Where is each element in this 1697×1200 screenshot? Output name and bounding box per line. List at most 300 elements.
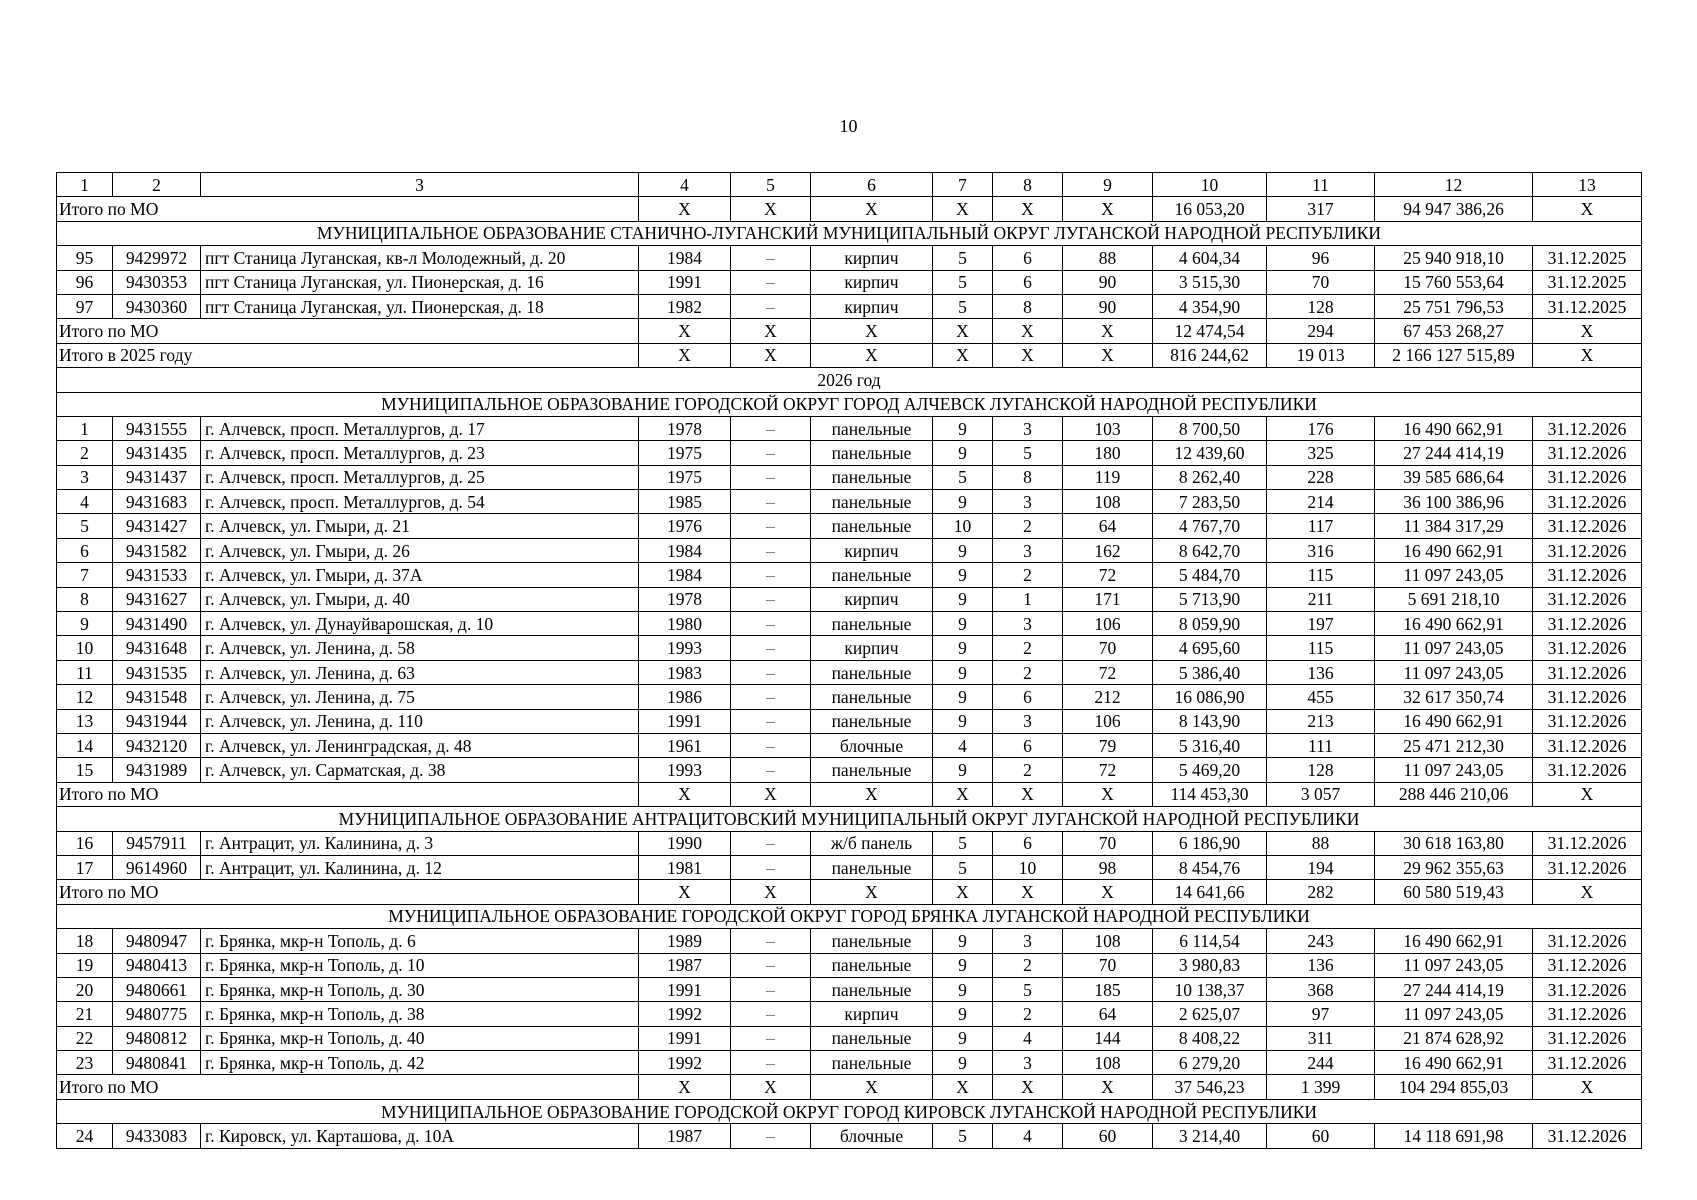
total-cell: X [731,782,811,806]
entrances: 2 [993,563,1063,587]
row-number: 1 [57,416,113,440]
apartments: 70 [1063,636,1153,660]
apartments: 98 [1063,855,1153,879]
wall-material: кирпич [811,270,933,294]
residents: 97 [1267,1002,1375,1026]
total-cell: X [993,782,1063,806]
total-cell: X [933,319,993,343]
area: 5 713,90 [1153,587,1267,611]
dash-cell: – [731,246,811,270]
dash-cell: – [731,977,811,1001]
entrances: 6 [993,831,1063,855]
column-number: 6 [811,173,933,197]
year-built: 1984 [639,538,731,562]
residents: 88 [1267,831,1375,855]
deadline: 31.12.2026 [1533,953,1642,977]
area: 5 484,70 [1153,563,1267,587]
deadline: 31.12.2026 [1533,416,1642,440]
floors: 5 [933,270,993,294]
residents: 136 [1267,660,1375,684]
year-built: 1980 [639,612,731,636]
cost: 36 100 386,96 [1375,490,1533,514]
apartments: 106 [1063,709,1153,733]
row-number: 5 [57,514,113,538]
year-built: 1984 [639,563,731,587]
wall-material: панельные [811,660,933,684]
row-number: 20 [57,977,113,1001]
wall-material: панельные [811,612,933,636]
floors: 9 [933,612,993,636]
row-number: 8 [57,587,113,611]
address: г. Алчевск, ул. Ленинградская, д. 48 [201,733,639,757]
building-id: 9431582 [113,538,201,562]
dash-cell: – [731,514,811,538]
dash-cell: – [731,1026,811,1050]
residents: 194 [1267,855,1375,879]
building-id: 9429972 [113,246,201,270]
total-cell: 37 546,23 [1153,1075,1267,1099]
table-row [57,490,1642,514]
total-cell: X [1533,880,1642,904]
residents: 96 [1267,246,1375,270]
entrances: 2 [993,1002,1063,1026]
entrances: 1 [993,587,1063,611]
building-id: 9431989 [113,758,201,782]
floors: 9 [933,416,993,440]
residents: 316 [1267,538,1375,562]
building-id: 9431548 [113,685,201,709]
entrances: 5 [993,977,1063,1001]
address: г. Алчевск, ул. Ленина, д. 63 [201,660,639,684]
total-cell: X [731,1075,811,1099]
residents: 214 [1267,490,1375,514]
section-heading-row [57,1099,1642,1123]
wall-material: панельные [811,1026,933,1050]
dash-cell: – [731,953,811,977]
building-id: 9614960 [113,855,201,879]
row-number: 4 [57,490,113,514]
area: 3 515,30 [1153,270,1267,294]
address: г. Алчевск, просп. Металлургов, д. 17 [201,416,639,440]
floors: 9 [933,636,993,660]
table-row [57,953,1642,977]
area: 8 642,70 [1153,538,1267,562]
floors: 9 [933,977,993,1001]
apartments: 60 [1063,1124,1153,1148]
apartments: 108 [1063,929,1153,953]
total-row [57,782,1642,806]
residents: 368 [1267,977,1375,1001]
wall-material: панельные [811,709,933,733]
deadline: 31.12.2026 [1533,1002,1642,1026]
year-built: 1991 [639,977,731,1001]
building-id: 9480812 [113,1026,201,1050]
cost: 39 585 686,64 [1375,465,1533,489]
total-cell: X [731,880,811,904]
cost: 30 618 163,80 [1375,831,1533,855]
entrances: 2 [993,636,1063,660]
cost: 11 097 243,05 [1375,636,1533,660]
row-number: 3 [57,465,113,489]
row-number: 6 [57,538,113,562]
entrances: 3 [993,416,1063,440]
total-cell: 114 453,30 [1153,782,1267,806]
cost: 5 691 218,10 [1375,587,1533,611]
address: г. Алчевск, просп. Металлургов, д. 54 [201,490,639,514]
apartments: 90 [1063,294,1153,318]
total-label: Итого по МО [57,782,639,806]
row-number: 13 [57,709,113,733]
dash-cell: – [731,270,811,294]
column-number: 3 [201,173,639,197]
row-number: 21 [57,1002,113,1026]
total-cell: X [639,1075,731,1099]
apartments: 90 [1063,270,1153,294]
entrances: 8 [993,465,1063,489]
residents: 197 [1267,612,1375,636]
entrances: 2 [993,660,1063,684]
apartments: 119 [1063,465,1153,489]
building-id: 9431535 [113,660,201,684]
year-built: 1978 [639,587,731,611]
apartments: 70 [1063,831,1153,855]
table-row [57,465,1642,489]
table-row [57,1002,1642,1026]
section-heading-row [57,392,1642,416]
total-cell: X [639,782,731,806]
row-number: 16 [57,831,113,855]
deadline: 31.12.2026 [1533,490,1642,514]
total-cell: 294 [1267,319,1375,343]
building-id: 9480661 [113,977,201,1001]
total-row [57,880,1642,904]
total-cell: X [993,197,1063,221]
total-row [57,1075,1642,1099]
wall-material: панельные [811,855,933,879]
total-cell: X [993,880,1063,904]
row-number: 14 [57,733,113,757]
floors: 9 [933,758,993,782]
apartments: 185 [1063,977,1153,1001]
table-row [57,538,1642,562]
area: 4 604,34 [1153,246,1267,270]
wall-material: панельные [811,685,933,709]
total-cell: X [811,197,933,221]
total-cell: X [639,880,731,904]
residents: 325 [1267,441,1375,465]
floors: 9 [933,685,993,709]
residents: 176 [1267,416,1375,440]
address: г. Алчевск, просп. Металлургов, д. 25 [201,465,639,489]
column-number: 10 [1153,173,1267,197]
address: г. Алчевск, ул. Гмыри, д. 26 [201,538,639,562]
building-id: 9431627 [113,587,201,611]
section-heading: МУНИЦИПАЛЬНОЕ ОБРАЗОВАНИЕ ГОРОДСКОЙ ОКРУГ ГОРОД БРЯНКА ЛУГАНСКОЙ НАРОДНОЙ РЕСПУБЛИКИ [57,904,1642,928]
address: г. Брянка, мкр-н Тополь, д. 10 [201,953,639,977]
deadline: 31.12.2026 [1533,831,1642,855]
row-number: 11 [57,660,113,684]
total-cell: 104 294 855,03 [1375,1075,1533,1099]
deadline: 31.12.2025 [1533,294,1642,318]
row-number: 19 [57,953,113,977]
table-row [57,416,1642,440]
address: пгт Станица Луганская, ул. Пионерская, д. 18 [201,294,639,318]
table-row [57,758,1642,782]
table-row [57,660,1642,684]
year-built: 1987 [639,953,731,977]
apartments: 108 [1063,490,1153,514]
area: 4 354,90 [1153,294,1267,318]
apartments: 64 [1063,1002,1153,1026]
address: г. Алчевск, просп. Металлургов, д. 23 [201,441,639,465]
total-cell: 12 474,54 [1153,319,1267,343]
floors: 9 [933,1026,993,1050]
table-row [57,441,1642,465]
table-row [57,514,1642,538]
floors: 9 [933,709,993,733]
table-row [57,1026,1642,1050]
wall-material: панельные [811,441,933,465]
table-body [57,173,1642,1149]
year-built: 1992 [639,1002,731,1026]
address: г. Антрацит, ул. Калинина, д. 12 [201,855,639,879]
row-number: 17 [57,855,113,879]
year-built: 1991 [639,709,731,733]
total-cell: X [1063,343,1153,367]
deadline: 31.12.2025 [1533,270,1642,294]
total-cell: X [639,319,731,343]
page-number: 10 [839,116,858,136]
address: г. Брянка, мкр-н Тополь, д. 38 [201,1002,639,1026]
total-cell: 19 013 [1267,343,1375,367]
floors: 5 [933,1124,993,1148]
deadline: 31.12.2025 [1533,246,1642,270]
deadline: 31.12.2026 [1533,929,1642,953]
dash-cell: – [731,1051,811,1075]
apartments: 180 [1063,441,1153,465]
year-built: 1993 [639,636,731,660]
total-cell: 3 057 [1267,782,1375,806]
cost: 15 760 553,64 [1375,270,1533,294]
year-built: 1975 [639,465,731,489]
total-label: Итого по МО [57,880,639,904]
column-number: 8 [993,173,1063,197]
entrances: 10 [993,855,1063,879]
area: 8 059,90 [1153,612,1267,636]
total-cell: 67 453 268,27 [1375,319,1533,343]
address: г. Брянка, мкр-н Тополь, д. 30 [201,977,639,1001]
residents: 243 [1267,929,1375,953]
residents: 228 [1267,465,1375,489]
area: 4 767,70 [1153,514,1267,538]
dash-cell: – [731,733,811,757]
entrances: 6 [993,270,1063,294]
wall-material: блочные [811,733,933,757]
dash-cell: – [731,709,811,733]
total-cell: X [933,1075,993,1099]
entrances: 6 [993,246,1063,270]
cost: 11 097 243,05 [1375,563,1533,587]
dash-cell: – [731,441,811,465]
housing-registry-table [56,172,1642,1149]
apartments: 79 [1063,733,1153,757]
residents: 311 [1267,1026,1375,1050]
apartments: 88 [1063,246,1153,270]
residents: 111 [1267,733,1375,757]
area: 6 186,90 [1153,831,1267,855]
total-cell: X [731,319,811,343]
row-number: 97 [57,294,113,318]
apartments: 108 [1063,1051,1153,1075]
floors: 5 [933,831,993,855]
total-cell: 282 [1267,880,1375,904]
floors: 9 [933,441,993,465]
apartments: 72 [1063,563,1153,587]
total-cell: X [1063,197,1153,221]
total-cell: X [1533,197,1642,221]
building-id: 9431435 [113,441,201,465]
apartments: 64 [1063,514,1153,538]
wall-material: панельные [811,1051,933,1075]
floors: 9 [933,1002,993,1026]
cost: 16 490 662,91 [1375,1051,1533,1075]
apartments: 106 [1063,612,1153,636]
deadline: 31.12.2026 [1533,733,1642,757]
dash-cell: – [731,490,811,514]
residents: 115 [1267,636,1375,660]
area: 8 700,50 [1153,416,1267,440]
building-id: 9431533 [113,563,201,587]
total-cell: X [993,343,1063,367]
residents: 244 [1267,1051,1375,1075]
table-row [57,563,1642,587]
cost: 11 097 243,05 [1375,1002,1533,1026]
deadline: 31.12.2026 [1533,465,1642,489]
cost: 16 490 662,91 [1375,416,1533,440]
year-built: 1978 [639,416,731,440]
residents: 128 [1267,758,1375,782]
section-heading: МУНИЦИПАЛЬНОЕ ОБРАЗОВАНИЕ АНТРАЦИТОВСКИЙ МУНИЦИПАЛЬНЫЙ ОКРУГ ЛУГАНСКОЙ НАРОДНОЙ РЕСПУБЛИКИ [57,807,1642,831]
apartments: 103 [1063,416,1153,440]
wall-material: панельные [811,953,933,977]
dash-cell: – [731,685,811,709]
dash-cell: – [731,660,811,684]
total-cell: X [811,782,933,806]
total-label: Итого по МО [57,197,639,221]
year-built: 1990 [639,831,731,855]
dash-cell: – [731,1124,811,1148]
column-number-row [57,173,1642,197]
dash-cell: – [731,587,811,611]
floors: 5 [933,246,993,270]
cost: 25 751 796,53 [1375,294,1533,318]
building-id: 9432120 [113,733,201,757]
dash-cell: – [731,538,811,562]
building-id: 9431427 [113,514,201,538]
total-cell: X [731,197,811,221]
total-cell: 2 166 127 515,89 [1375,343,1533,367]
year-built: 1982 [639,294,731,318]
total-cell: X [1063,880,1153,904]
total-cell: X [811,1075,933,1099]
table-row [57,612,1642,636]
wall-material: панельные [811,977,933,1001]
area: 7 283,50 [1153,490,1267,514]
cost: 29 962 355,63 [1375,855,1533,879]
section-heading: МУНИЦИПАЛЬНОЕ ОБРАЗОВАНИЕ СТАНИЧНО-ЛУГАНСКИЙ МУНИЦИПАЛЬНЫЙ ОКРУГ ЛУГАНСКОЙ НАРОДНОЙ РЕСПУБЛИКИ [57,221,1642,245]
column-number: 5 [731,173,811,197]
section-heading-row [57,221,1642,245]
address: г. Брянка, мкр-н Тополь, д. 6 [201,929,639,953]
deadline: 31.12.2026 [1533,563,1642,587]
total-cell: X [933,880,993,904]
apartments: 171 [1063,587,1153,611]
area: 5 469,20 [1153,758,1267,782]
entrances: 2 [993,953,1063,977]
dash-cell: – [731,465,811,489]
deadline: 31.12.2026 [1533,977,1642,1001]
wall-material: блочные [811,1124,933,1148]
year-built: 1981 [639,855,731,879]
row-number: 23 [57,1051,113,1075]
deadline: 31.12.2026 [1533,636,1642,660]
residents: 455 [1267,685,1375,709]
area: 6 114,54 [1153,929,1267,953]
area: 8 143,90 [1153,709,1267,733]
column-number: 13 [1533,173,1642,197]
area: 8 262,40 [1153,465,1267,489]
total-cell: 288 446 210,06 [1375,782,1533,806]
total-cell: X [933,782,993,806]
area: 10 138,37 [1153,977,1267,1001]
total-label: Итого по МО [57,1075,639,1099]
floors: 9 [933,538,993,562]
apartments: 162 [1063,538,1153,562]
apartments: 70 [1063,953,1153,977]
building-id: 9480947 [113,929,201,953]
cost: 32 617 350,74 [1375,685,1533,709]
wall-material: кирпич [811,1002,933,1026]
table-row [57,1124,1642,1148]
table-row [57,929,1642,953]
year-built: 1961 [639,733,731,757]
address: г. Антрацит, ул. Калинина, д. 3 [201,831,639,855]
total-cell: X [1533,1075,1642,1099]
deadline: 31.12.2026 [1533,685,1642,709]
address: г. Брянка, мкр-н Тополь, д. 42 [201,1051,639,1075]
deadline: 31.12.2026 [1533,612,1642,636]
row-number: 24 [57,1124,113,1148]
wall-material: панельные [811,758,933,782]
column-number: 11 [1267,173,1375,197]
entrances: 5 [993,441,1063,465]
cost: 16 490 662,91 [1375,612,1533,636]
total-cell: X [731,343,811,367]
total-cell: X [811,880,933,904]
entrances: 2 [993,514,1063,538]
address: г. Кировск, ул. Карташова, д. 10А [201,1124,639,1148]
table-row [57,1051,1642,1075]
dash-cell: – [731,758,811,782]
deadline: 31.12.2026 [1533,758,1642,782]
floors: 9 [933,490,993,514]
total-cell: X [639,343,731,367]
entrances: 6 [993,685,1063,709]
deadline: 31.12.2026 [1533,709,1642,733]
wall-material: кирпич [811,246,933,270]
apartments: 72 [1063,660,1153,684]
total-cell: X [1063,319,1153,343]
